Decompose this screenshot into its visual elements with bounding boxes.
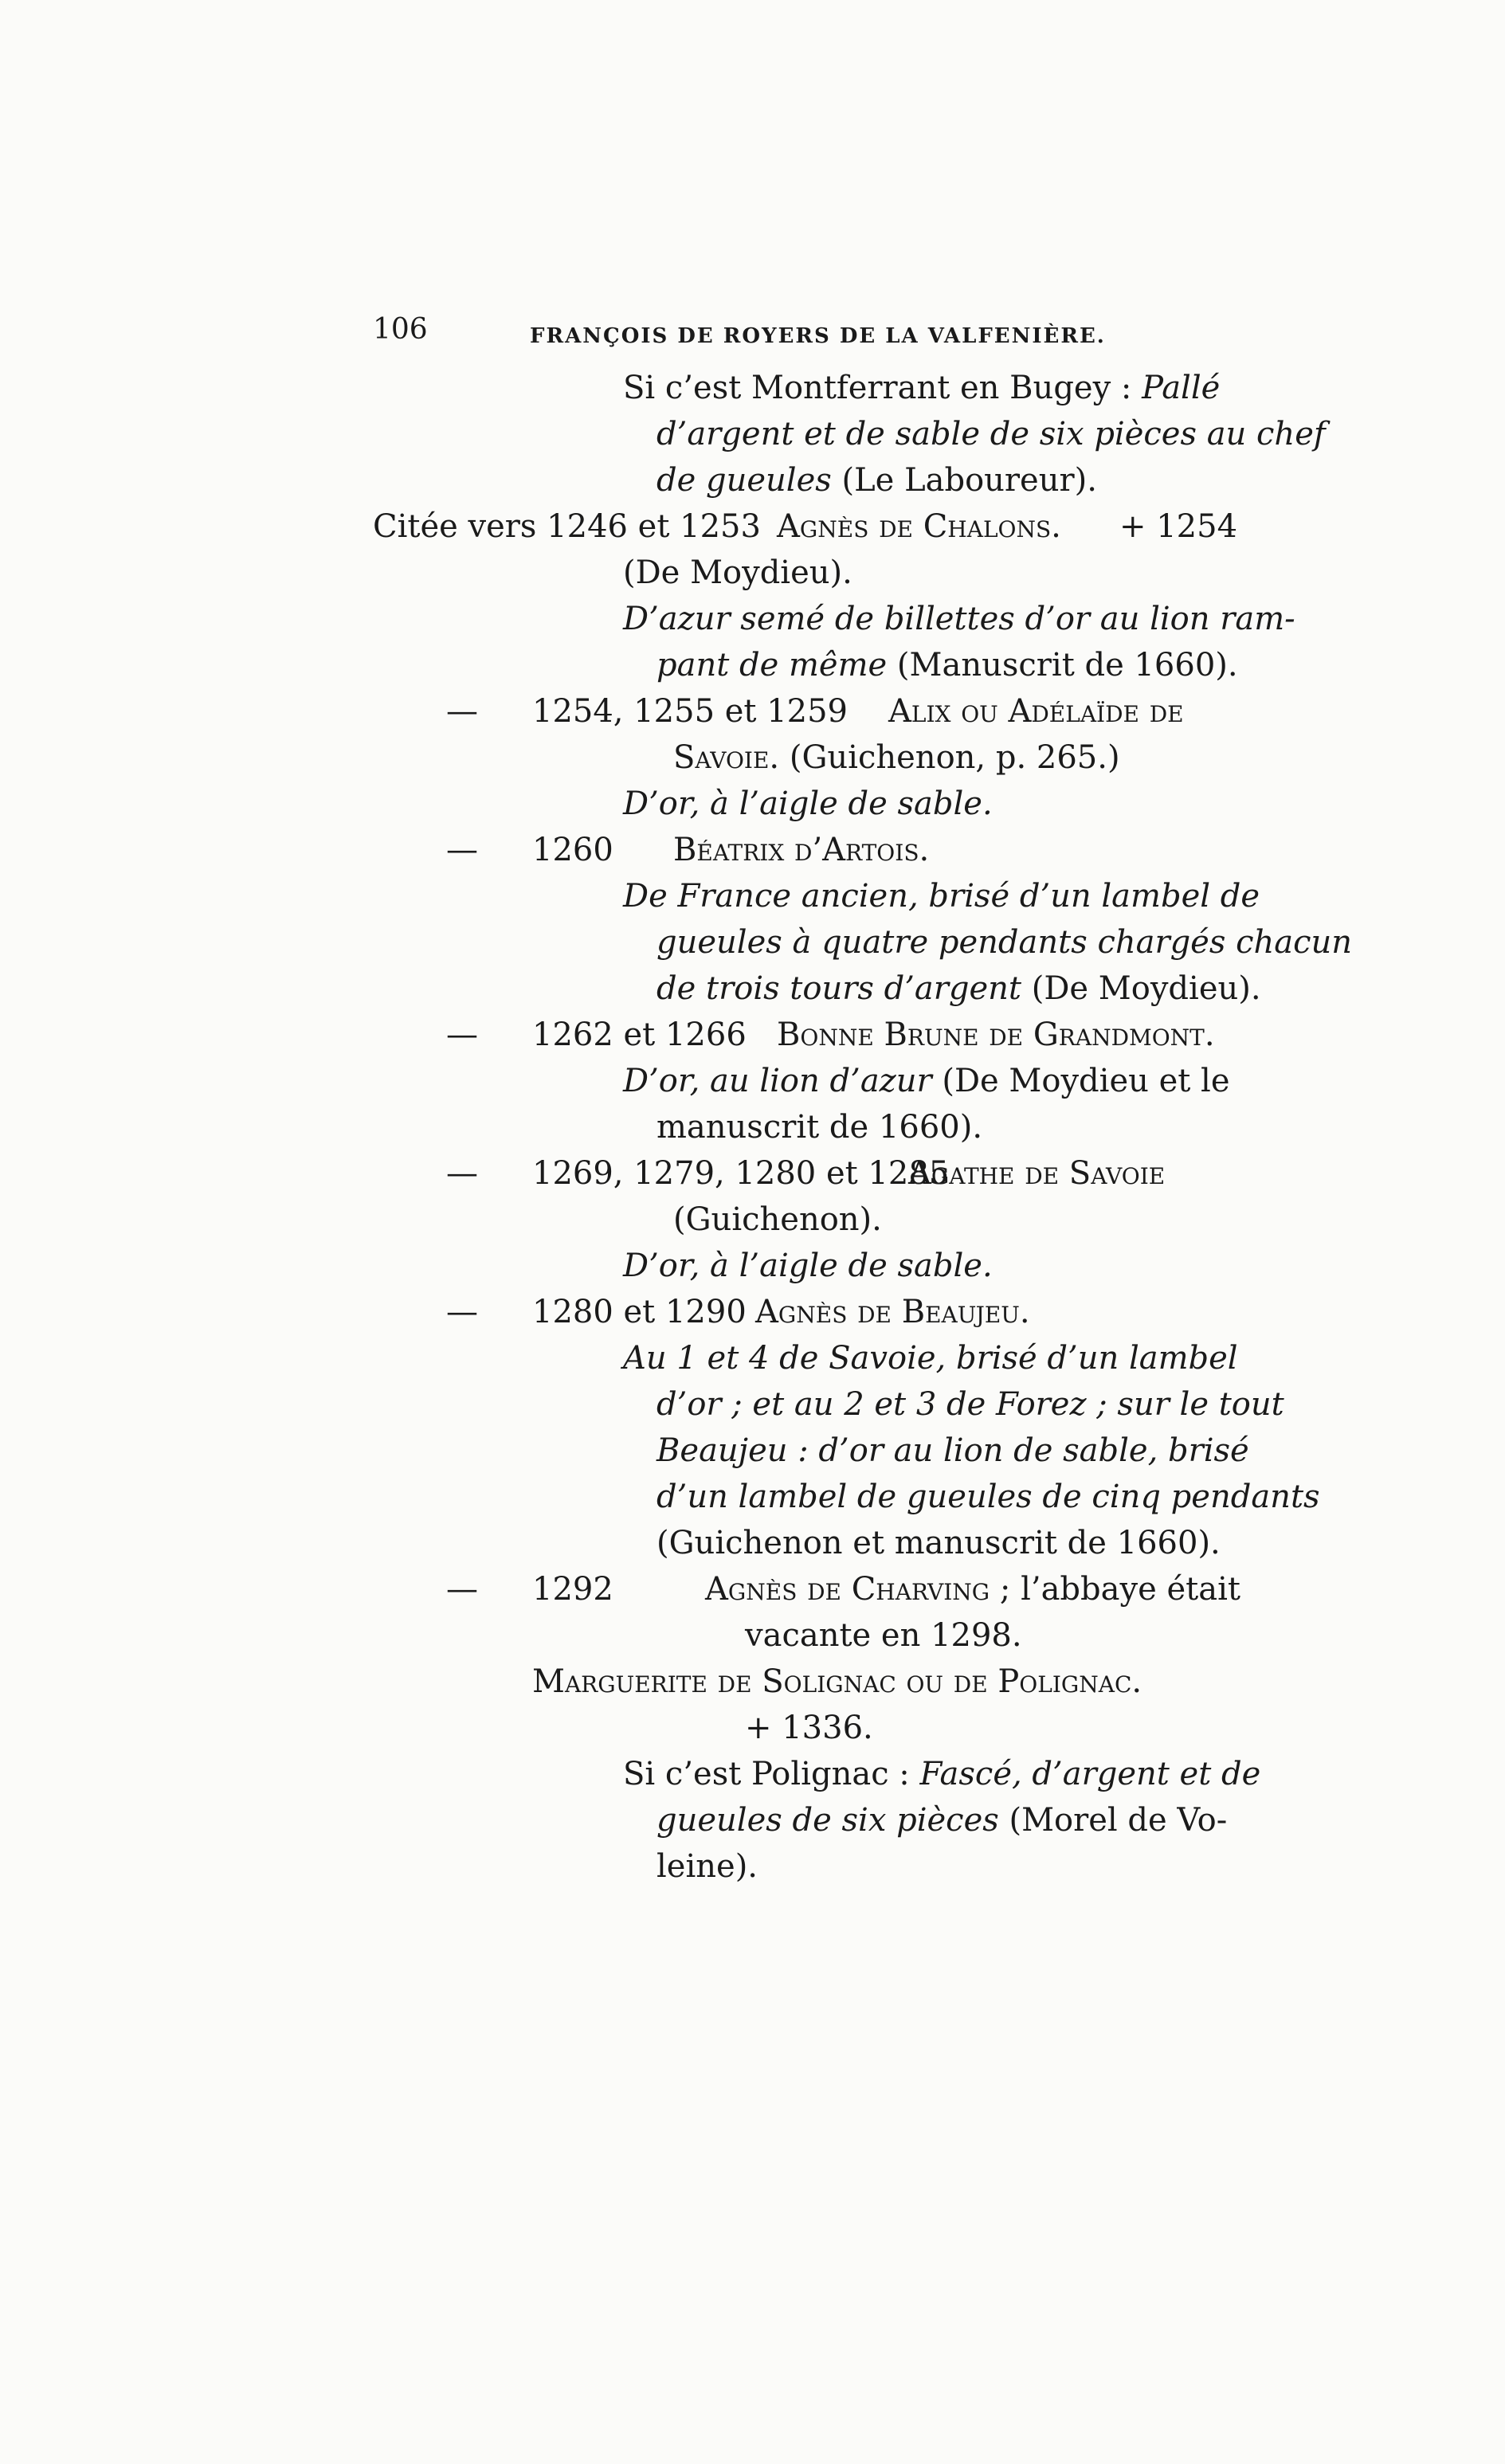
dash-mark: — <box>446 1294 478 1330</box>
dash-mark: — <box>446 693 478 730</box>
arms-text: D’azur semé de billettes d’or au lion ram- <box>623 601 1295 637</box>
running-title: FRANÇOIS DE ROYERS DE LA VALFENIÈRE. <box>530 324 1106 348</box>
text-span: (De Moydieu et le <box>931 1063 1230 1099</box>
dash-mark: — <box>446 1571 478 1608</box>
page-number: 106 <box>373 313 428 346</box>
date-text: 1269, 1279, 1280 et 1285 <box>532 1155 950 1192</box>
date-text: 1280 et 1290 <box>532 1294 747 1330</box>
dash-mark: — <box>446 1155 478 1192</box>
date-text: 1262 et 1266 <box>532 1017 747 1053</box>
text-span: (Manuscrit de 1660). <box>887 647 1238 684</box>
arms-text: d’or ; et au 2 et 3 de Forez ; sur le tout <box>656 1386 1284 1423</box>
arms-text: Beaujeu : d’or au lion de sable, brisé <box>656 1432 1249 1469</box>
arms-text: D’or, à l’aigle de sable. <box>623 1248 993 1284</box>
text-line <box>705 1570 1240 1608</box>
text-span: Fascé, d’argent et de <box>919 1756 1261 1792</box>
text-line <box>656 646 1238 684</box>
death-date: + 1336. <box>745 1710 873 1746</box>
person-name: Alix ou Adélaïde de <box>888 693 1184 730</box>
text-span: (Morel de Vo- <box>998 1802 1228 1839</box>
text-line <box>623 369 1220 407</box>
source-text: (Guichenon). <box>673 1201 882 1238</box>
text-span: pant de même <box>656 647 888 684</box>
date-text: 1260 <box>532 832 613 868</box>
text-line <box>656 970 1261 1008</box>
text-line: vacante en 1298. <box>745 1617 1022 1654</box>
dash-mark: — <box>446 1017 478 1053</box>
text-line <box>656 461 1097 499</box>
text-span: (Guichenon, p. 265.) <box>779 739 1120 776</box>
text-span: Savoie. <box>673 739 780 776</box>
text-span: Si c’est Polignac : <box>623 1756 920 1792</box>
text-line: manuscrit de 1660). <box>656 1109 983 1146</box>
date-text: Citée vers 1246 et 1253 <box>373 508 761 545</box>
text-span: de gueules <box>656 462 832 499</box>
arms-text: d’un lambel de gueules de cinq pendants <box>656 1479 1320 1515</box>
text-line: leine). <box>656 1848 758 1885</box>
dash-mark: — <box>446 832 478 868</box>
person-name: Agnès de Charving <box>705 1571 990 1608</box>
text-span: (De Moydieu). <box>1021 970 1261 1007</box>
text-line <box>656 1801 1227 1839</box>
text-span: Pallé <box>1142 370 1221 406</box>
person-name: Agnès de Beaujeu. <box>755 1294 1030 1330</box>
arms-text: gueules à quatre pendants chargés chacun <box>656 924 1353 961</box>
source-text: (Guichenon et manuscrit de 1660). <box>656 1525 1221 1561</box>
arms-text: D’or, à l’aigle de sable. <box>623 785 993 822</box>
date-text: 1292 <box>532 1571 613 1608</box>
text-line: d’argent et de sable de six pièces au chef <box>656 416 1326 452</box>
person-name: Agnès de Chalons. <box>777 508 1061 545</box>
text-span: (Le Laboureur). <box>831 462 1097 499</box>
date-text: 1254, 1255 et 1259 <box>532 693 848 730</box>
text-span: de trois tours d’argent <box>656 970 1021 1007</box>
arms-text: De France ancien, brisé d’un lambel de <box>623 878 1260 915</box>
text-span: ; l’abbaye était <box>990 1571 1240 1608</box>
source-text: (De Moydieu). <box>623 554 852 591</box>
person-name: Marguerite de Solignac ou de Polignac. <box>532 1663 1142 1700</box>
text-span: D’or, au lion d’azur <box>623 1063 932 1099</box>
death-date: + 1254 <box>1119 508 1238 545</box>
person-name: Béatrix d’Artois. <box>673 832 930 868</box>
text-line <box>673 738 1120 777</box>
text-line <box>623 1062 1230 1100</box>
text-line <box>623 1755 1260 1793</box>
text-span: gueules de six pièces <box>656 1802 999 1839</box>
person-name: Bonne Brune de Grandmont. <box>777 1017 1215 1053</box>
text-span: Si c’est Montferrant en Bugey : <box>623 370 1142 406</box>
person-name: Agathe de Savoie <box>908 1155 1166 1192</box>
arms-text: Au 1 et 4 de Savoie, brisé d’un lambel <box>623 1340 1238 1377</box>
